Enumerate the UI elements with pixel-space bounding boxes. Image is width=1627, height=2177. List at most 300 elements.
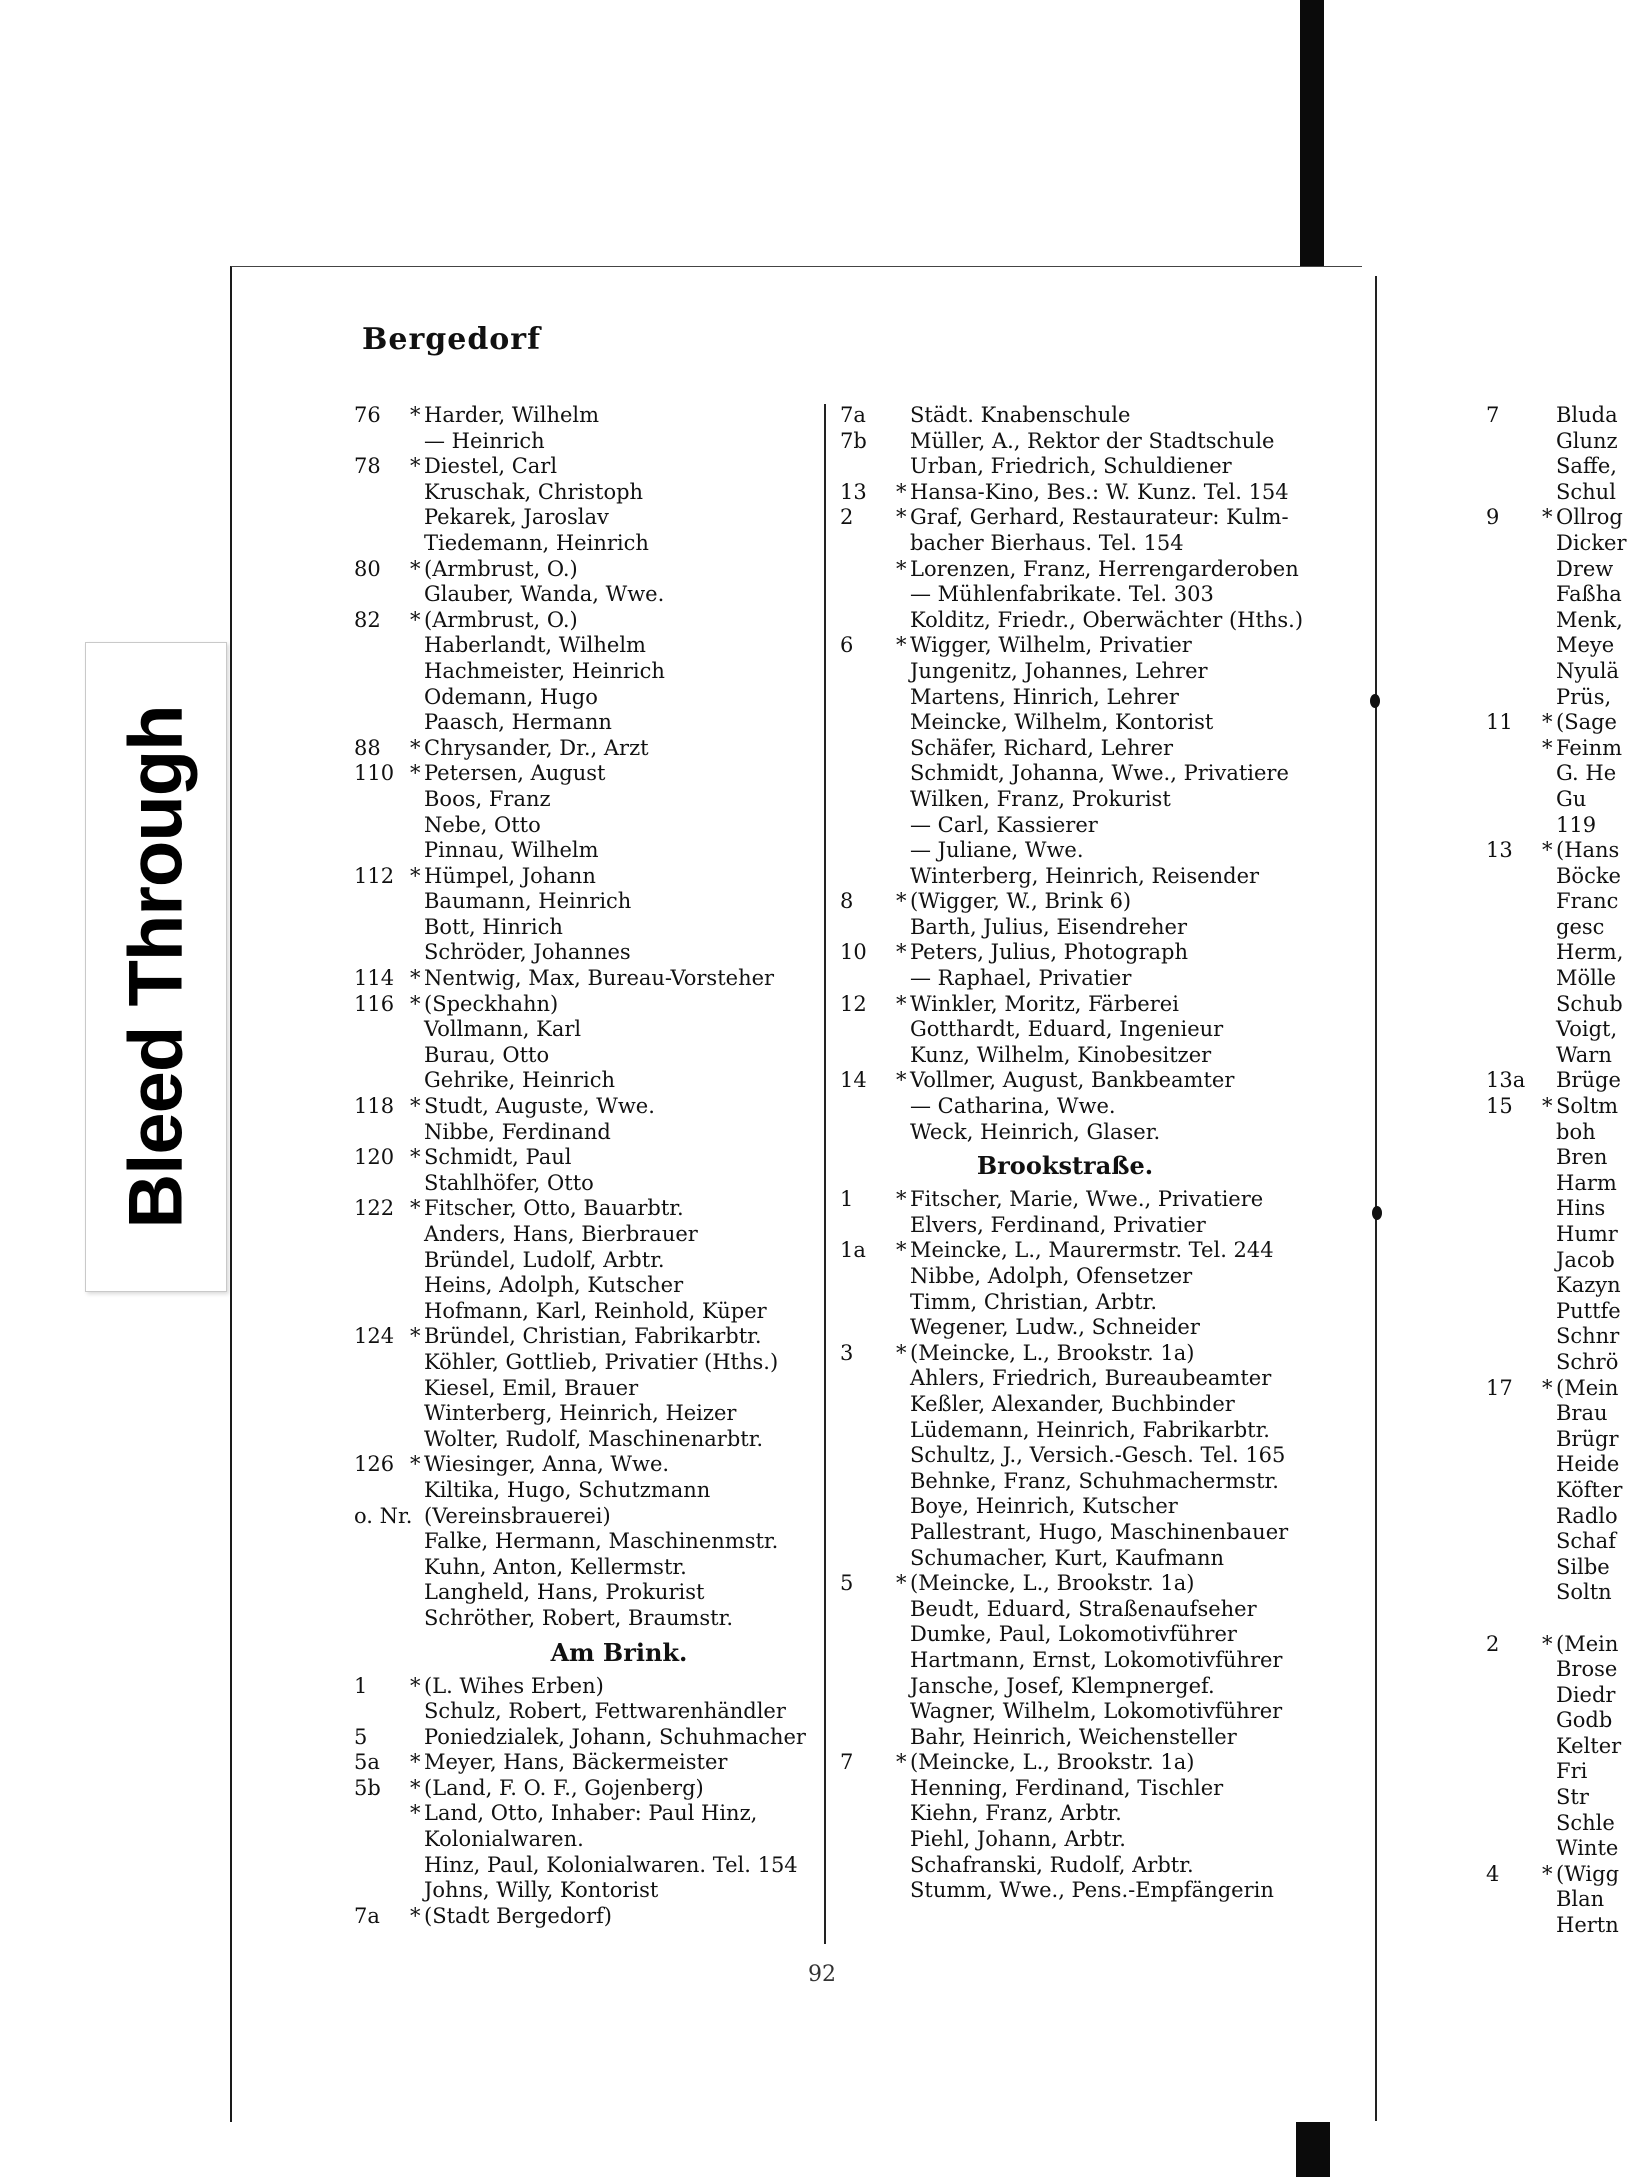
resident-name: Lüdemann, Heinrich, Fabrikarbtr. [910, 1417, 1270, 1442]
resident-name: Winte [1556, 1836, 1619, 1861]
resident-name: (Meincke, L., Brookstr. 1a) [910, 1750, 1195, 1775]
entry-row [354, 915, 824, 941]
entry-row [354, 838, 824, 864]
entry-row [840, 1238, 1290, 1264]
entry-row [840, 1801, 1290, 1827]
entry-row [354, 1376, 824, 1402]
house-number: 8 [840, 889, 854, 914]
entry-row [840, 1418, 1290, 1444]
entry-row [840, 864, 1290, 890]
entry-row [354, 1555, 824, 1581]
entry-row [840, 1776, 1290, 1802]
entry-row [840, 1392, 1290, 1418]
entry-row [840, 992, 1290, 1018]
resident-name: — Catharina, Wwe. [910, 1094, 1116, 1119]
resident-name: Piehl, Johann, Arbtr. [910, 1827, 1126, 1852]
entry-row [1486, 838, 1620, 864]
middle-entry-list [840, 403, 1304, 1145]
house-number: 82 [354, 607, 381, 632]
owner-mark: * [1542, 1631, 1553, 1656]
resident-name: Ollrog [1556, 505, 1623, 530]
resident-name: Jacob [1556, 1247, 1615, 1272]
owner-mark: * [1542, 1094, 1553, 1119]
entry-row [840, 505, 1290, 531]
resident-name: Dicker [1556, 530, 1627, 555]
house-number: 1 [354, 1673, 368, 1698]
resident-name: (Sage [1556, 710, 1617, 735]
house-number: 13a [1486, 1068, 1526, 1093]
entry-row [1486, 1120, 1606, 1146]
house-number: 118 [354, 1094, 395, 1119]
house-number: 122 [354, 1196, 395, 1221]
entry-row [1486, 1426, 1619, 1453]
resident-name: Hofmann, Karl, Reinhold, Küper [424, 1298, 767, 1323]
entry-row [354, 966, 824, 992]
entry-row [1486, 454, 1617, 480]
resident-name: Nebe, Otto [424, 812, 541, 837]
entry-row [354, 1801, 824, 1827]
house-number: 110 [354, 761, 395, 786]
resident-name: bacher Bierhaus. Tel. 154 [910, 530, 1184, 555]
entry-row [1486, 1657, 1618, 1683]
entry-row [354, 813, 824, 839]
entry-row [1486, 1401, 1606, 1427]
resident-name: (Armbrust, O.) [424, 556, 578, 581]
house-number: o. Nr. [354, 1503, 413, 1528]
entry-row [354, 1248, 824, 1274]
resident-name: Soltm [1556, 1094, 1619, 1119]
entry-row [354, 1068, 824, 1094]
resident-name: Brose [1556, 1657, 1618, 1682]
entry-row [354, 1580, 824, 1606]
resident-name: Hertn [1556, 1913, 1619, 1938]
owner-mark: * [896, 1750, 907, 1775]
resident-name: — Juliane, Wwe. [910, 838, 1084, 863]
entry-row [354, 1504, 824, 1530]
resident-name: (Speckhahn) [424, 991, 559, 1016]
resident-name: Kunz, Wilhelm, Kinobesitzer [910, 1042, 1212, 1067]
left-entry-list [354, 403, 824, 1632]
entry-row [840, 582, 1290, 608]
resident-name: — Mühlenfabrikate. Tel. 303 [910, 582, 1214, 607]
owner-mark: * [896, 633, 907, 658]
resident-name: Schultz, J., Versich.-Gesch. Tel. 165 [910, 1443, 1286, 1468]
entry-row [1486, 1273, 1621, 1299]
binding-hole-mark [1370, 694, 1380, 708]
entry-row [1486, 889, 1619, 915]
entry-row [1486, 1042, 1612, 1069]
entry-row [840, 1674, 1290, 1700]
entry-row [840, 480, 1290, 506]
resident-name: Herm, [1556, 940, 1624, 965]
resident-name: (Vereinsbrauerei) [424, 1503, 611, 1528]
entry-row [354, 633, 824, 659]
resident-name: Wagner, Wilhelm, Lokomotivführer [910, 1699, 1283, 1724]
entry-row [354, 992, 824, 1018]
entry-row [1486, 1529, 1616, 1555]
resident-name: Warn [1556, 1042, 1612, 1067]
owner-mark: * [410, 454, 421, 479]
entry-row [840, 1068, 1290, 1094]
entry-row [840, 403, 1290, 429]
resident-name: Müller, A., Rektor der Stadtschule [910, 428, 1275, 453]
house-number: 80 [354, 556, 381, 581]
entry-row [1486, 607, 1623, 634]
entry-row [840, 1120, 1290, 1146]
resident-name: Boos, Franz [424, 786, 551, 811]
owner-mark: * [896, 1187, 907, 1212]
entry-row [354, 889, 824, 915]
house-number: 120 [354, 1145, 395, 1170]
entry-row [840, 556, 1299, 583]
entry-row [840, 710, 1290, 736]
entry-row [840, 1187, 1290, 1213]
house-number: 11 [1486, 710, 1513, 735]
entry-row [840, 1546, 1290, 1572]
house-number: 5 [354, 1724, 368, 1749]
resident-name: Pinnau, Wilhelm [424, 838, 599, 863]
owner-mark: * [410, 1145, 421, 1170]
resident-name: Menk, [1556, 607, 1623, 632]
resident-name: Langheld, Hans, Prokurist [424, 1580, 705, 1605]
resident-name: Köfter [1556, 1477, 1623, 1502]
entry-row [354, 1478, 824, 1504]
entry-row [354, 736, 824, 762]
entry-row [1486, 1759, 1606, 1785]
resident-name: Bren [1556, 1145, 1608, 1170]
resident-name: Meincke, Wilhelm, Kontorist [910, 710, 1214, 735]
resident-name: Timm, Christian, Arbtr. [910, 1289, 1158, 1314]
entry-row [1486, 1068, 1621, 1094]
entry-row [354, 1776, 824, 1802]
entry-row [840, 1290, 1290, 1316]
brookstrasse-entry-list [840, 1187, 1290, 1904]
house-number: 88 [354, 735, 381, 760]
resident-name: Peters, Julius, Photograph [910, 940, 1189, 965]
resident-name: (Mein [1556, 1375, 1619, 1400]
resident-name: Nibbe, Adolph, Ofensetzer [910, 1264, 1193, 1288]
resident-name: Lorenzen, Franz, Herrengarderoben [910, 556, 1299, 581]
owner-mark: * [410, 1750, 421, 1775]
entry-row [354, 1674, 824, 1700]
entry-row [840, 1443, 1290, 1469]
entry-row [1486, 1145, 1606, 1171]
resident-name: Heide [1556, 1452, 1620, 1477]
house-number: 116 [354, 991, 395, 1016]
entry-row [1486, 658, 1619, 685]
resident-name: Beudt, Eduard, Straßenaufseher [910, 1596, 1257, 1621]
resident-name: Schul [1556, 479, 1616, 504]
resident-name: Schumacher, Kurt, Kaufmann [910, 1545, 1224, 1570]
entry-row [1486, 1554, 1610, 1581]
entry-row [840, 1264, 1290, 1290]
entry-row [840, 940, 1290, 966]
resident-name: Schmidt, Paul [424, 1145, 572, 1170]
resident-name: Str [1556, 1785, 1589, 1810]
house-number: 6 [840, 633, 854, 658]
resident-name: Hinz, Paul, Kolonialwaren. Tel. 154 [424, 1852, 798, 1877]
resident-name: Hachmeister, Heinrich [424, 658, 665, 683]
house-number: 7a [354, 1903, 380, 1928]
resident-name: gesc [1556, 914, 1605, 939]
entry-row [1486, 710, 1617, 736]
entry-row [354, 403, 824, 429]
entry-row [840, 1622, 1290, 1648]
resident-name: Böcke [1556, 863, 1621, 888]
owner-mark: * [410, 403, 421, 427]
right-column-partial [1486, 403, 1627, 1939]
entry-row [1486, 1324, 1620, 1350]
entry-row [840, 761, 1290, 787]
entry-row [354, 1350, 824, 1376]
entry-row [840, 1648, 1290, 1674]
resident-name: Ahlers, Friedrich, Bureaubeamter [910, 1366, 1272, 1391]
entry-row [1486, 940, 1624, 966]
resident-name: Radlo [1556, 1503, 1618, 1528]
resident-name: Baumann, Heinrich [424, 889, 632, 914]
resident-name: (Meincke, L., Brookstr. 1a) [910, 1340, 1195, 1365]
entry-row [840, 787, 1290, 813]
entry-row [1486, 735, 1623, 762]
house-number: 3 [840, 1340, 854, 1365]
resident-name: Pallestrant, Hugo, Maschinenbauer [910, 1519, 1289, 1544]
resident-name: Meyer, Hans, Bäckermeister [424, 1750, 728, 1775]
house-number: 7b [840, 428, 867, 453]
entry-row [354, 940, 824, 966]
resident-name: — Heinrich [424, 428, 545, 453]
resident-name: Voigt, [1556, 1017, 1618, 1042]
resident-name: Boye, Heinrich, Kutscher [910, 1494, 1178, 1519]
entry-row [840, 1366, 1290, 1392]
resident-name: Meincke, L., Maurermstr. Tel. 244 [910, 1238, 1274, 1263]
resident-name: Weck, Heinrich, Glaser. [910, 1119, 1161, 1144]
entry-row [354, 1324, 824, 1350]
owner-mark: * [1542, 1861, 1553, 1886]
resident-name: Schub [1556, 991, 1623, 1016]
entry-row [1486, 1477, 1623, 1504]
resident-name: Paasch, Hermann [424, 710, 612, 735]
owner-mark: * [1542, 710, 1553, 735]
resident-name: Brügr [1556, 1426, 1619, 1451]
entry-row [1486, 1452, 1620, 1478]
entry-row [840, 1571, 1290, 1597]
resident-name: Bründel, Christian, Fabrikarbtr. [424, 1324, 762, 1349]
resident-name: Kelter [1556, 1733, 1622, 1758]
entry-row [840, 429, 1290, 455]
resident-name: Henning, Ferdinand, Tischler [910, 1775, 1224, 1800]
resident-name: Jungenitz, Johannes, Lehrer [910, 658, 1208, 683]
resident-name: Vollmann, Karl [424, 1017, 582, 1042]
resident-name: G. He [1556, 761, 1617, 786]
owner-mark: * [896, 940, 907, 965]
owner-mark: * [410, 1196, 421, 1221]
resident-name: Harm [1556, 1170, 1617, 1195]
entry-row [354, 1750, 824, 1776]
resident-name: Gehrike, Heinrich [424, 1068, 616, 1093]
house-number: 4 [1486, 1861, 1500, 1886]
entry-row [840, 1699, 1290, 1725]
entry-row [354, 1222, 824, 1248]
entry-row [354, 1171, 824, 1197]
resident-name: Gotthardt, Eduard, Ingenieur [910, 1017, 1224, 1042]
resident-name: Keßler, Alexander, Buchbinder [910, 1391, 1235, 1416]
entry-row [1486, 813, 1606, 839]
house-number: 9 [1486, 505, 1500, 530]
entry-row [840, 1017, 1290, 1043]
entry-row [1486, 1887, 1606, 1913]
house-number: 124 [354, 1324, 395, 1349]
resident-name: Schmidt, Johanna, Wwe., Privatiere [910, 761, 1289, 786]
owner-mark: * [410, 1801, 421, 1826]
house-number: 7 [840, 1750, 854, 1775]
owner-mark: * [410, 1452, 421, 1477]
entry-row [1486, 530, 1627, 557]
resident-name: (Stadt Bergedorf) [424, 1903, 612, 1928]
resident-name: (Wigger, W., Brink 6) [910, 889, 1132, 914]
house-number: 7a [840, 403, 866, 427]
resident-name: Winterberg, Heinrich, Reisender [910, 863, 1260, 888]
right-entry-list [1486, 403, 1627, 1939]
resident-name: Harder, Wilhelm [424, 403, 600, 427]
entry-row [354, 1427, 824, 1453]
entry-row [840, 1094, 1290, 1120]
resident-name: Haberlandt, Wilhelm [424, 633, 646, 658]
resident-name: Bründel, Ludolf, Arbtr. [424, 1247, 665, 1272]
owner-mark: * [410, 1324, 421, 1349]
entry-row [1486, 1196, 1606, 1222]
resident-name: Kolonialwaren. [424, 1827, 584, 1852]
resident-name: Burau, Otto [424, 1042, 550, 1067]
owner-mark: * [410, 966, 421, 991]
resident-name: Kazyn [1556, 1273, 1621, 1298]
entry-row [1486, 915, 1606, 941]
owner-mark: * [896, 556, 907, 581]
page-number: 92 [808, 1962, 836, 1987]
resident-name: Kruschak, Christoph [424, 479, 644, 504]
entry-row [1486, 403, 1618, 429]
resident-name: Schulz, Robert, Fettwarenhändler [424, 1699, 786, 1724]
owner-mark: * [410, 991, 421, 1016]
entry-row [1486, 1298, 1621, 1325]
entry-row [840, 1827, 1290, 1853]
resident-name: Jansche, Josef, Klempnergef. [910, 1673, 1215, 1698]
resident-name: Franc [1556, 889, 1619, 914]
entry-row [354, 1827, 824, 1853]
resident-name: Winkler, Moritz, Färberei [910, 991, 1179, 1016]
house-number: 126 [354, 1452, 395, 1477]
resident-name: Hins [1556, 1196, 1606, 1221]
entry-row [354, 1401, 824, 1427]
resident-name: Chrysander, Dr., Arzt [424, 735, 649, 760]
house-number: 5a [354, 1750, 380, 1775]
resident-name: (Mein [1556, 1631, 1619, 1656]
entry-row [840, 633, 1290, 659]
resident-name: Hartmann, Ernst, Lokomotivführer [910, 1647, 1283, 1672]
resident-name: Studt, Auguste, Wwe. [424, 1094, 655, 1119]
entry-row [354, 1299, 824, 1325]
house-number: 114 [354, 966, 395, 991]
resident-name: Graf, Gerhard, Restaurateur: Kulm- [910, 505, 1289, 530]
entry-row [354, 685, 824, 711]
resident-name: Kolditz, Friedr., Oberwächter (Hths.) [910, 607, 1304, 632]
entry-row [840, 531, 1290, 557]
house-number: 10 [840, 940, 867, 965]
resident-name: Schaf [1556, 1529, 1616, 1554]
resident-name: Bott, Hinrich [424, 914, 563, 939]
resident-name: Mölle [1556, 966, 1617, 991]
entry-row [1486, 991, 1623, 1018]
entry-row [1486, 1580, 1612, 1606]
page-heading: Bergedorf [362, 322, 542, 357]
resident-name: Feinm [1556, 735, 1623, 760]
resident-name: (Land, F. O. F., Gojenberg) [424, 1775, 704, 1800]
entry-row [1486, 1349, 1619, 1376]
resident-name: Stumm, Wwe., Pens.-Empfängerin [910, 1878, 1274, 1903]
entry-row [1486, 787, 1606, 813]
entry-row [1486, 428, 1618, 455]
owner-mark: * [896, 479, 907, 504]
resident-name: Winterberg, Heinrich, Heizer [424, 1401, 737, 1426]
owner-mark: * [896, 1571, 907, 1596]
resident-name: Godb [1556, 1708, 1613, 1733]
entry-row [354, 1878, 824, 1904]
resident-name: Nibbe, Ferdinand [424, 1119, 611, 1144]
entry-row [354, 531, 824, 557]
entry-row [354, 557, 824, 583]
resident-name: Wiesinger, Anna, Wwe. [424, 1452, 670, 1477]
entry-row [354, 659, 824, 685]
resident-name: Tiedemann, Heinrich [424, 530, 649, 555]
entry-row [840, 685, 1290, 711]
resident-name: Schröther, Robert, Braumstr. [424, 1605, 734, 1630]
resident-name: Wolter, Rudolf, Maschinenarbtr. [424, 1426, 764, 1451]
entry-row [840, 1315, 1290, 1341]
entry-row [354, 1725, 824, 1751]
resident-name: Nentwig, Max, Bureau-Vorsteher [424, 966, 775, 991]
resident-name: Odemann, Hugo [424, 684, 598, 709]
resident-name: Glunz [1556, 428, 1618, 453]
entry-row [1486, 556, 1614, 583]
binding-hole-mark [1372, 1206, 1382, 1220]
owner-mark: * [410, 863, 421, 888]
resident-name: — Carl, Kassierer [910, 812, 1098, 837]
owner-mark: * [896, 1068, 907, 1093]
entry-row [840, 1725, 1290, 1751]
house-number: 17 [1486, 1375, 1513, 1400]
column-divider [824, 404, 826, 1944]
resident-name: Johns, Willy, Kontorist [424, 1878, 659, 1903]
house-number: 2 [1486, 1631, 1500, 1656]
entry-row [840, 889, 1290, 915]
entry-row [354, 1606, 824, 1632]
entry-row [1486, 1733, 1622, 1760]
entry-row [1486, 1375, 1619, 1402]
brookstrasse-heading: Brookstraße. [976, 1151, 1154, 1181]
resident-name: Stahlhöfer, Otto [424, 1170, 594, 1195]
resident-name: (Meincke, L., Brookstr. 1a) [910, 1571, 1195, 1596]
resident-name: Schäfer, Richard, Lehrer [910, 735, 1174, 760]
resident-name: Anders, Hans, Bierbrauer [424, 1222, 698, 1246]
resident-name: (L. Wihes Erben) [424, 1673, 604, 1698]
owner-mark: * [896, 889, 907, 914]
entry-row [840, 915, 1290, 941]
resident-name: Meye [1556, 633, 1615, 658]
resident-name: Drew [1556, 556, 1614, 581]
house-number: 7 [1486, 403, 1500, 427]
entry-row [840, 1520, 1290, 1546]
entry-row [840, 1750, 1290, 1776]
entry-row [354, 1529, 824, 1555]
